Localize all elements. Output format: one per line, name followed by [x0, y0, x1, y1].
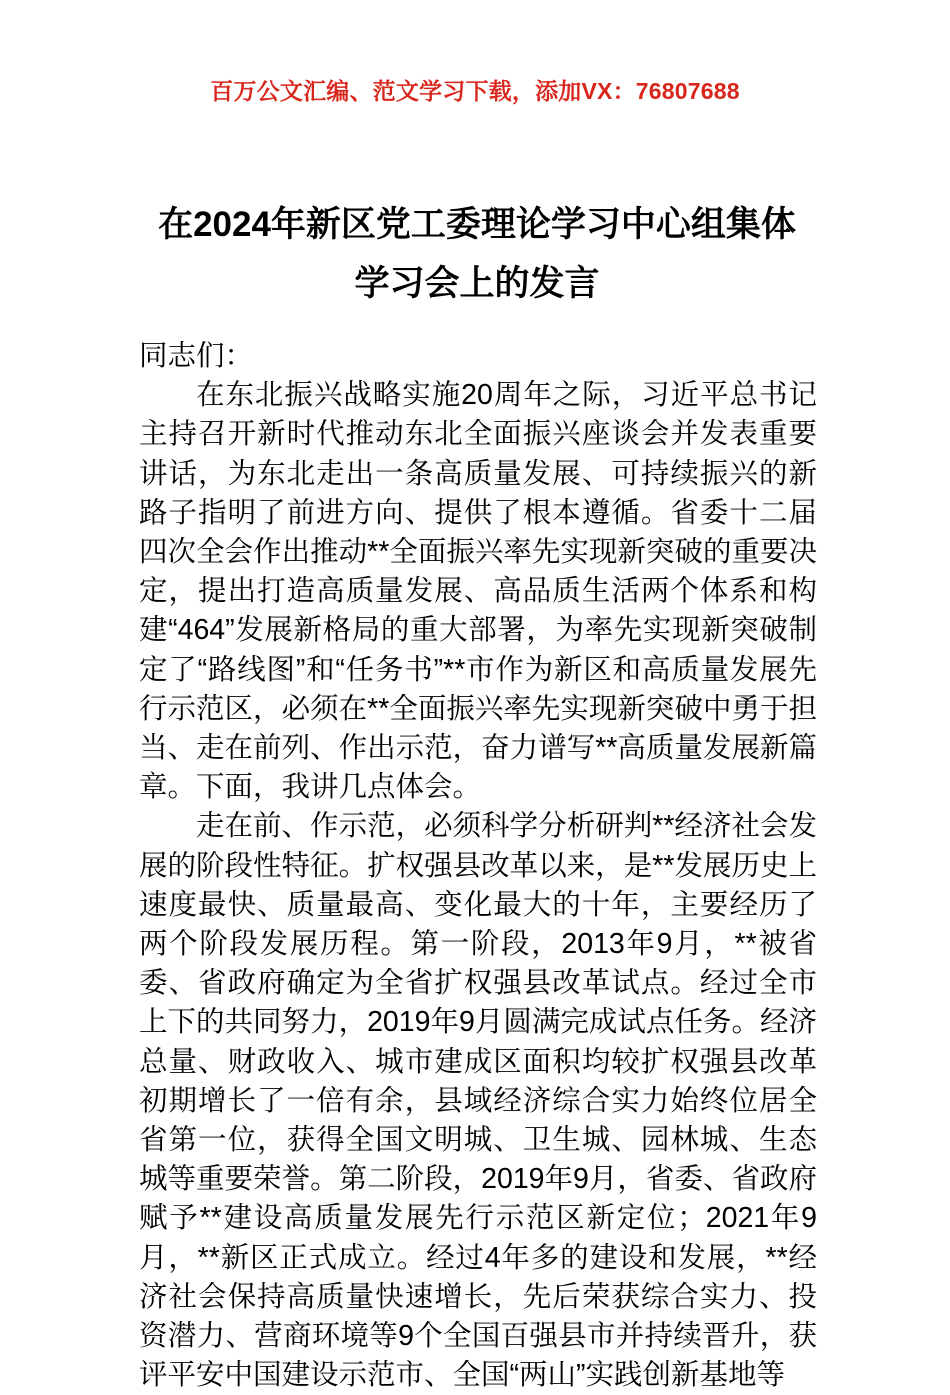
salutation-line: 同志们： — [139, 340, 254, 372]
promo-banner-text: 百万公文汇编、范文学习下载，添加VX：76807688 — [210, 78, 740, 104]
document-body — [139, 337, 817, 1395]
document-title-line-1: 在2024年新区党工委理论学习中心组集体 — [158, 205, 796, 245]
promo-banner — [0, 80, 950, 103]
body-paragraph-2: 走在前、作示范，必须科学分析研判**经济社会发展的阶段性特征。扩权强县改革以来，是**发展历史上速度最快、质量最高、变化最大的十年，主要经历了两个阶段发展历程。第一阶段，2013年9月，**被省委、省政府确定为全省扩权强县改革试点。经过全市上下的共同努力，2019年9月圆满完成试点任务。经济总量、财政收入、城市建成区面积均较扩权强县改革初期增长了一倍有余，县域经济综合实力始终位居全省第一位，获得全国文明城、卫生城、园林城、生态城等重要荣誉。第二阶段，2019年9月，省委、省政府赋予**建设高质量发展先行示范区新定位；2021年9月，**新区正式成立。经过4年多的建设和发展，**经济社会保持高质量快速增长，先后荣获综合实力、投资潜力、营商环境等9个全国百强县市并持续晋升，获评平安中国建设示范市、全国“两山”实践创新基地等 — [139, 810, 817, 1392]
document-title — [139, 195, 815, 313]
document-title-line-2: 学习会上的发言 — [354, 264, 600, 304]
body-paragraph-1: 在东北振兴战略实施20周年之际，习近平总书记主持召开新时代推动东北全面振兴座谈会并发表重要讲话，为东北走出一条高质量发展、可持续振兴的新路子指明了前进方向、提供了根本遵循。省委十二届四次全会作出推动**全面振兴率先实现新突破的重要决定，提出打造高质量发展、高品质生活两个体系和构建“464”发展新格局的重大部署，为率先实现新突破制定了“路线图”和“任务书”**市作为新区和高质量发展先行示范区，必须在**全面振兴率先实现新突破中勇于担当、走在前列、作出示范，奋力谱写**高质量发展新篇章。下面，我讲几点体会。 — [139, 379, 817, 804]
